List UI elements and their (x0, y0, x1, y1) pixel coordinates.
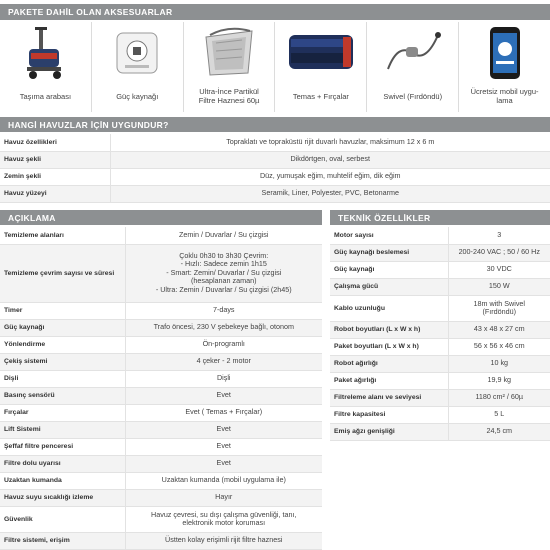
row-key: Lift Sistemi (0, 421, 125, 438)
filter-basket-icon (184, 22, 275, 84)
row-value: Evet (125, 455, 322, 472)
table-row (0, 302, 322, 319)
row-value: 1180 cm² / 60µ (448, 389, 550, 406)
row-key: Havuz yüzeyi (0, 185, 110, 202)
table-row (330, 423, 550, 440)
accessory-label: Güç kaynağı (116, 91, 159, 101)
row-value: Hayır (125, 489, 322, 506)
row-value: 4 çeker - 2 motor (125, 353, 322, 370)
row-value: Evet (125, 387, 322, 404)
row-key: Çalışma gücü (330, 278, 448, 295)
table-row (330, 338, 550, 355)
row-value: 19,9 kg (448, 372, 550, 389)
row-key: Çekiş sistemi (0, 353, 125, 370)
row-key: Dişli (0, 370, 125, 387)
row-value: Topraklatı ve topraküstü rijit duvarlı havuzlar, maksimum 12 x 6 m (110, 134, 550, 151)
table-row (0, 489, 322, 506)
accessory-filter (184, 22, 276, 112)
row-key: Basınç sensörü (0, 387, 125, 404)
table-row (0, 472, 322, 489)
row-key: Güç kaynağı beslemesi (330, 244, 448, 261)
table-row (0, 353, 322, 370)
row-value: 7-days (125, 302, 322, 319)
table-row (330, 261, 550, 278)
row-value: 3 (448, 227, 550, 244)
row-key: Fırçalar (0, 404, 125, 421)
row-value: Trafo öncesi, 230 V şebekeye bağlı, otonom (125, 319, 322, 336)
accessory-power-supply (92, 22, 184, 112)
row-key: Filtre dolu uyarısı (0, 455, 125, 472)
table-row (0, 438, 322, 455)
accessory-label: Ultra-İnce Partikül Filtre Haznesi 60µ (198, 87, 260, 105)
row-key: Güç kaynağı (330, 261, 448, 278)
table-row (0, 151, 550, 168)
table-row (0, 244, 322, 302)
table-row (0, 404, 322, 421)
row-value: Evet (125, 438, 322, 455)
table-row (0, 421, 322, 438)
row-key: Robot ağırlığı (330, 355, 448, 372)
table-row (330, 355, 550, 372)
row-value: 10 kg (448, 355, 550, 372)
table-row (330, 321, 550, 338)
accessory-app (459, 22, 550, 112)
row-key: Temizleme çevrim sayısı ve süresi (0, 244, 125, 302)
phone-app-icon (459, 22, 550, 84)
row-value: Evet ( Temas + Fırçalar) (125, 404, 322, 421)
table-row (330, 372, 550, 389)
row-value: Seramik, Liner, Polyester, PVC, Betonarme (110, 185, 550, 202)
row-value: 43 x 48 x 27 cm (448, 321, 550, 338)
row-value: 200-240 VAC ; 50 / 60 Hz (448, 244, 550, 261)
row-key: Kablo uzunluğu (330, 295, 448, 321)
row-value: Dişli (125, 370, 322, 387)
row-key: Timer (0, 302, 125, 319)
accessory-label: Swivel (Fırdöndü) (383, 91, 443, 101)
power-supply-icon (92, 22, 183, 84)
table-row (0, 168, 550, 185)
table-row (0, 134, 550, 151)
table-row (330, 227, 550, 244)
specs-header: TEKNİK ÖZELLİKLER (330, 210, 550, 225)
row-key: Filtreleme alanı ve seviyesi (330, 389, 448, 406)
table-row (0, 319, 322, 336)
row-key: Motor sayısı (330, 227, 448, 244)
table-row (0, 506, 322, 532)
table-row (0, 455, 322, 472)
row-value: Ön-programlı (125, 336, 322, 353)
accessories-header: PAKETE DAHİL OLAN AKSESUARLAR (0, 4, 550, 20)
row-value: 24,5 cm (448, 423, 550, 440)
accessories-row (0, 22, 550, 112)
brushes-icon (275, 22, 366, 84)
row-key: Havuz şekli (0, 151, 110, 168)
table-row (0, 227, 322, 244)
row-value: Evet (125, 421, 322, 438)
table-row (0, 185, 550, 202)
description-header: AÇIKLAMA (0, 210, 322, 225)
row-value: Üstten kolay erişimli rijit filtre haznesi (125, 532, 322, 549)
row-key: Uzaktan kumanda (0, 472, 125, 489)
row-key: Yönlendirme (0, 336, 125, 353)
accessory-label: Temas + Fırçalar (292, 91, 349, 101)
row-value: Havuz çevresi, su dışı çalışma güvenliği, tanı, elektronik motor koruması (125, 506, 322, 532)
row-key: Güç kaynağı (0, 319, 125, 336)
row-key: Emiş ağzı genişliği (330, 423, 448, 440)
accessory-brushes (275, 22, 367, 112)
row-key: Robot boyutları (L x W x h) (330, 321, 448, 338)
pools-table (0, 134, 550, 203)
row-key: Zemin şekli (0, 168, 110, 185)
description-table (0, 227, 322, 550)
row-key: Paket ağırlığı (330, 372, 448, 389)
row-key: Havuz özellikleri (0, 134, 110, 151)
table-row (0, 387, 322, 404)
row-value: Dikdörtgen, oval, serbest (110, 151, 550, 168)
row-key: Filtre sistemi, erişim (0, 532, 125, 549)
row-key: Temizleme alanları (0, 227, 125, 244)
table-row (0, 336, 322, 353)
row-value: 30 VDC (448, 261, 550, 278)
accessory-trolley (0, 22, 92, 112)
table-row (330, 389, 550, 406)
row-key: Güvenlik (0, 506, 125, 532)
table-row (0, 370, 322, 387)
row-value: 18m with Swivel (Fırdöndü) (448, 295, 550, 321)
row-value: Zemin / Duvarlar / Su çizgisi (125, 227, 322, 244)
row-value: 5 L (448, 406, 550, 423)
table-row (330, 295, 550, 321)
trolley-icon (0, 22, 91, 84)
row-value: Uzaktan kumanda (mobil uygulama ile) (125, 472, 322, 489)
table-row (330, 406, 550, 423)
row-key: Havuz suyu sıcaklığı izleme (0, 489, 125, 506)
accessory-label: Ücretsiz mobil uygu- lama (470, 87, 539, 105)
table-row (330, 244, 550, 261)
row-value: 150 W (448, 278, 550, 295)
accessory-swivel (367, 22, 459, 112)
table-row (0, 532, 322, 549)
row-key: Paket boyutları (L x W x h) (330, 338, 448, 355)
swivel-cable-icon (367, 22, 458, 84)
row-value: Düz, yumuşak eğim, muhtelif eğim, dik eğim (110, 168, 550, 185)
row-value: Çoklu 0h30 to 3h30 Çevrim: - Hızlı: Sadece zemin 1h15 - Smart: Zemin/ Duvarlar / Su çizgisi (hesaplanan zaman) - Ultra: Zemin / Duvarlar / Su çizgisi (2h45) (125, 244, 322, 302)
specs-table (330, 227, 550, 441)
table-row (330, 278, 550, 295)
row-key: Filtre kapasitesi (330, 406, 448, 423)
pools-header: HANGİ HAVUZLAR İÇİN UYGUNDUR? (0, 117, 550, 132)
row-key: Şeffaf filtre penceresi (0, 438, 125, 455)
row-value: 56 x 56 x 46 cm (448, 338, 550, 355)
accessory-label: Taşıma arabası (19, 91, 72, 101)
